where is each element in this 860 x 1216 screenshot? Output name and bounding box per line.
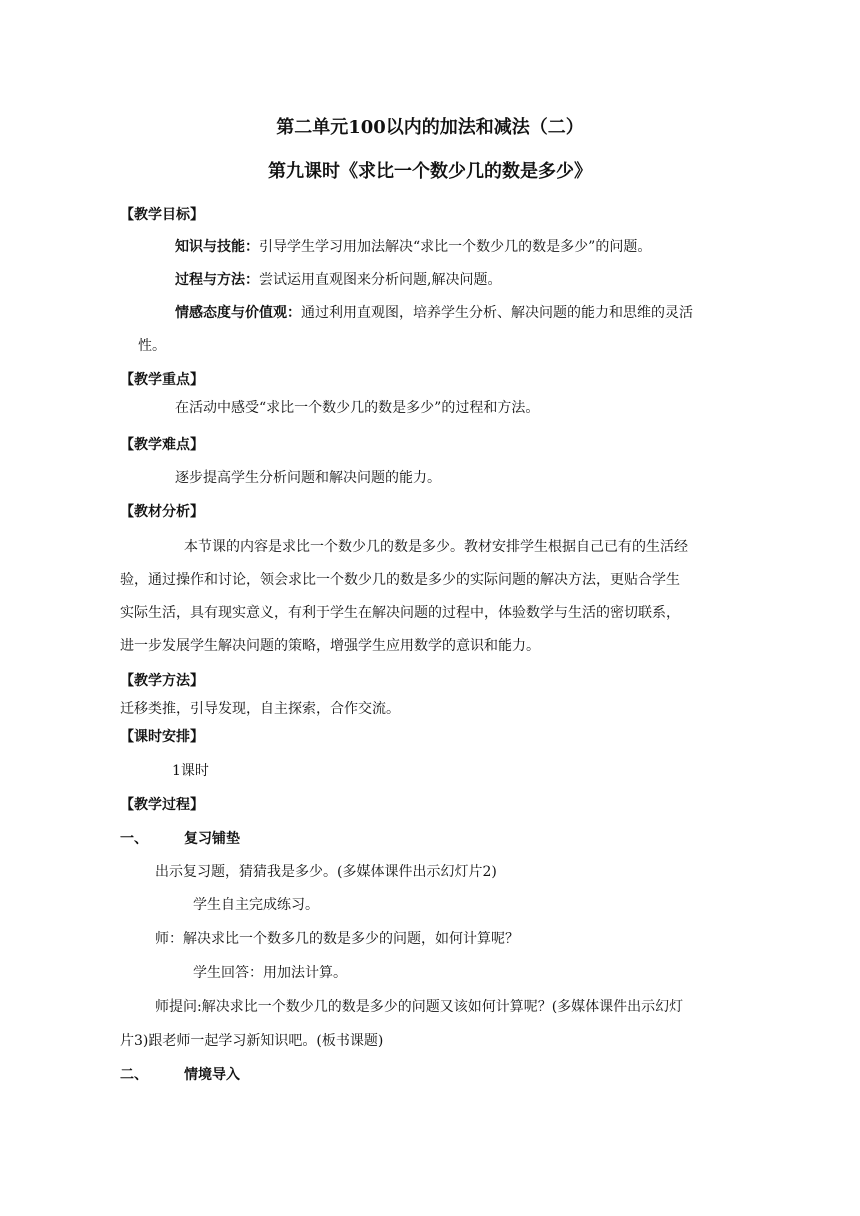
- objective-emotion-label: 情感态度与价值观：: [175, 305, 301, 321]
- section-heading-schedule: 【课时安排】: [120, 729, 204, 745]
- process-paragraph-5-line-1: 师提问:解决求比一个数少几的数是多少的问题又该如何计算呢？(多媒体课件出示幻灯: [155, 999, 684, 1015]
- objective-process-text: 尝试运用直观图来分析问题,解决问题。: [259, 272, 502, 288]
- process-paragraph-3: 师：解决求比一个数多几的数是多少的问题，如何计算呢？: [155, 931, 519, 947]
- objective-knowledge: [175, 237, 651, 257]
- difficulty-text: 逐步提高学生分析问题和解决问题的能力。: [175, 470, 441, 486]
- objective-process: [175, 270, 501, 290]
- analysis-line-4: 进一步发展学生解决问题的策略，增强学生应用数学的意识和能力。: [120, 638, 540, 654]
- section-heading-objectives: 【教学目标】: [120, 207, 204, 223]
- process-paragraph-4: 学生回答：用加法计算。: [193, 965, 347, 981]
- objective-emotion: [175, 303, 693, 323]
- process-part-2-number: 二、: [120, 1067, 148, 1083]
- section-heading-key-point: 【教学重点】: [120, 372, 204, 388]
- section-heading-method: 【教学方法】: [120, 673, 204, 689]
- document-subtitle: 第九课时《求比一个数少几的数是多少》: [268, 161, 592, 182]
- process-paragraph-5-line-2: 片3)跟老师一起学习新知识吧。(板书课题): [120, 1033, 384, 1049]
- section-heading-difficulty: 【教学难点】: [120, 437, 204, 453]
- process-part-2-title: 情境导入: [184, 1067, 240, 1083]
- process-part-1-title: 复习铺垫: [184, 831, 240, 847]
- method-text: 迁移类推，引导发现，自主探索，合作交流。: [120, 701, 400, 717]
- objective-process-label: 过程与方法：: [175, 272, 259, 288]
- section-heading-process: 【教学过程】: [120, 797, 204, 813]
- analysis-line-2: 验，通过操作和讨论，领会求比一个数少几的数是多少的实际问题的解决方法，更贴合学生: [120, 572, 680, 588]
- process-paragraph-2: 学生自主完成练习。: [193, 897, 319, 913]
- objective-knowledge-text: 引导学生学习用加法解决“求比一个数少几的数是多少”的问题。: [259, 239, 652, 255]
- schedule-text: 1课时: [172, 763, 209, 779]
- process-paragraph-1: 出示复习题，猜猜我是多少。(多媒体课件出示幻灯片2): [155, 864, 497, 880]
- process-part-1-number: 一、: [120, 831, 148, 847]
- objective-emotion-text-1: 通过利用直观图，培养学生分析、解决问题的能力和思维的灵活: [301, 305, 693, 321]
- section-heading-analysis: 【教材分析】: [120, 504, 204, 520]
- objective-knowledge-label: 知识与技能：: [175, 239, 259, 255]
- key-point-text: 在活动中感受“求比一个数少几的数是多少”的过程和方法。: [175, 400, 540, 416]
- analysis-line-3: 实际生活，具有现实意义，有利于学生在解决问题的过程中，体验数学与生活的密切联系，: [120, 605, 680, 621]
- analysis-line-1: 本节课的内容是求比一个数少几的数是多少。教材安排学生根据自己已有的生活经: [184, 539, 688, 555]
- objective-emotion-text-2: 性。: [138, 338, 166, 354]
- document-title: 第二单元100以内的加法和减法（二）: [276, 117, 584, 138]
